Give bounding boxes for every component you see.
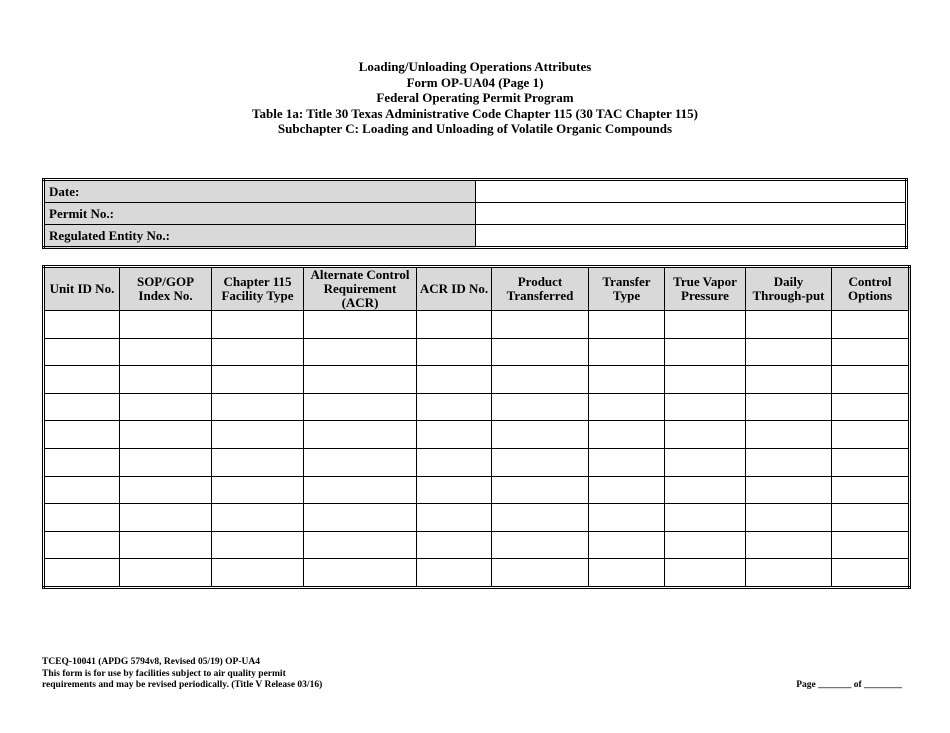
table-cell[interactable] — [589, 311, 665, 339]
table-cell[interactable] — [665, 559, 746, 588]
table-cell[interactable] — [665, 393, 746, 421]
table-cell[interactable] — [832, 448, 910, 476]
table-cell[interactable] — [44, 338, 120, 366]
table-cell[interactable] — [492, 531, 589, 559]
table-cell[interactable] — [304, 338, 417, 366]
table-cell[interactable] — [589, 421, 665, 449]
table-cell[interactable] — [417, 338, 492, 366]
permit-info-table — [42, 178, 908, 249]
column-header-line: SOP/GOP — [136, 274, 195, 289]
table-cell[interactable] — [832, 421, 910, 449]
table-cell[interactable] — [492, 421, 589, 449]
column-header — [120, 267, 212, 311]
column-header — [212, 267, 304, 311]
table-cell[interactable] — [832, 311, 910, 339]
table-cell[interactable] — [417, 559, 492, 588]
table-cell[interactable] — [665, 448, 746, 476]
permit-no-field[interactable] — [476, 203, 907, 225]
table-cell[interactable] — [492, 366, 589, 394]
table-cell[interactable] — [589, 448, 665, 476]
column-header-line: Product — [517, 274, 563, 289]
table-cell[interactable] — [417, 421, 492, 449]
permit-no-label: Permit No.: — [44, 203, 476, 225]
column-header — [304, 267, 417, 311]
column-header-line: Index No. — [138, 288, 193, 303]
table-cell[interactable] — [304, 393, 417, 421]
table-cell[interactable] — [832, 504, 910, 532]
table-cell[interactable] — [44, 448, 120, 476]
table-cell[interactable] — [304, 559, 417, 588]
table-row — [44, 504, 910, 532]
table-row — [44, 559, 910, 588]
table-cell[interactable] — [212, 393, 304, 421]
regulated-entity-field[interactable] — [476, 225, 907, 248]
form-footer — [42, 657, 322, 692]
column-header — [665, 267, 746, 311]
column-header-line: Requirement (ACR) — [323, 281, 397, 310]
table-row — [44, 338, 910, 366]
table-cell[interactable] — [746, 476, 832, 504]
table-cell[interactable] — [589, 338, 665, 366]
table-cell[interactable] — [417, 476, 492, 504]
table-body — [44, 311, 910, 588]
table-cell[interactable] — [589, 393, 665, 421]
table-cell[interactable] — [417, 311, 492, 339]
table-cell[interactable] — [492, 559, 589, 588]
column-header-line: Control — [848, 274, 892, 289]
table-cell[interactable] — [120, 311, 212, 339]
table-cell[interactable] — [417, 393, 492, 421]
table-cell[interactable] — [120, 421, 212, 449]
table-cell[interactable] — [492, 393, 589, 421]
table-cell[interactable] — [746, 448, 832, 476]
table-cell[interactable] — [832, 393, 910, 421]
column-header-line: True Vapor — [673, 274, 737, 289]
table-cell[interactable] — [44, 393, 120, 421]
table-row — [44, 421, 910, 449]
program-name: Federal Operating Permit Program — [376, 90, 574, 105]
table-cell[interactable] — [44, 531, 120, 559]
table-cell[interactable] — [417, 504, 492, 532]
column-header-line: Facility Type — [221, 288, 294, 303]
table-cell[interactable] — [746, 311, 832, 339]
table-row — [44, 448, 910, 476]
column-header — [492, 267, 589, 311]
column-header — [832, 267, 910, 311]
table-cell[interactable] — [44, 311, 120, 339]
table-row — [44, 531, 910, 559]
date-field[interactable] — [476, 180, 907, 203]
table-cell[interactable] — [304, 504, 417, 532]
table-row — [44, 476, 910, 504]
table-cell[interactable] — [746, 531, 832, 559]
table-cell[interactable] — [120, 366, 212, 394]
table-cell[interactable] — [120, 504, 212, 532]
table-cell[interactable] — [746, 338, 832, 366]
table-cell[interactable] — [417, 366, 492, 394]
table-cell[interactable] — [44, 504, 120, 532]
table-cell[interactable] — [212, 559, 304, 588]
table-cell[interactable] — [589, 504, 665, 532]
loading-unloading-table — [42, 265, 911, 589]
table-cell[interactable] — [746, 393, 832, 421]
table-cell[interactable] — [120, 476, 212, 504]
table-cell[interactable] — [212, 338, 304, 366]
table-cell[interactable] — [304, 421, 417, 449]
table-cell[interactable] — [665, 311, 746, 339]
column-header — [44, 267, 120, 311]
column-header — [746, 267, 832, 311]
table-cell[interactable] — [212, 311, 304, 339]
column-header-line: Transfer — [602, 274, 651, 289]
table-cell[interactable] — [832, 338, 910, 366]
column-header-line: Through-put — [752, 288, 825, 303]
table-cell[interactable] — [304, 448, 417, 476]
table-cell[interactable] — [492, 448, 589, 476]
date-label: Date: — [44, 180, 476, 203]
table-cell[interactable] — [746, 421, 832, 449]
column-header — [417, 267, 492, 311]
page-number-field: Page _______ of ________ — [796, 680, 902, 690]
table-cell[interactable] — [417, 531, 492, 559]
table-cell[interactable] — [304, 476, 417, 504]
table-cell[interactable] — [665, 476, 746, 504]
column-header-line: Alternate Control — [310, 267, 410, 282]
date-row — [44, 180, 907, 203]
column-header — [589, 267, 665, 311]
table-cell[interactable] — [492, 476, 589, 504]
column-header-line: Type — [612, 288, 641, 303]
table-cell[interactable] — [120, 393, 212, 421]
table-cell[interactable] — [212, 421, 304, 449]
table-cell[interactable] — [832, 559, 910, 588]
table-cell[interactable] — [832, 476, 910, 504]
column-header-line: Daily — [773, 274, 804, 289]
table-cell[interactable] — [44, 476, 120, 504]
table-cell[interactable] — [589, 559, 665, 588]
table-cell[interactable] — [212, 476, 304, 504]
form-id: TCEQ-10041 (APDG 5794v8, Revised 05/19) OP-UA4 — [42, 657, 260, 667]
table-cell[interactable] — [120, 559, 212, 588]
table-cell[interactable] — [746, 559, 832, 588]
table-cell[interactable] — [589, 366, 665, 394]
table-cell[interactable] — [304, 366, 417, 394]
table-cell[interactable] — [665, 421, 746, 449]
table-cell[interactable] — [212, 448, 304, 476]
table-cell[interactable] — [212, 504, 304, 532]
table-cell[interactable] — [665, 338, 746, 366]
regulated-entity-label: Regulated Entity No.: — [44, 225, 476, 248]
table-cell[interactable] — [746, 366, 832, 394]
table-cell[interactable] — [120, 338, 212, 366]
column-header-line: Pressure — [681, 288, 729, 303]
column-header-line: ACR ID No. — [419, 281, 489, 296]
table-cell[interactable] — [492, 338, 589, 366]
form-title-block — [0, 59, 950, 137]
table-cell[interactable] — [120, 448, 212, 476]
table-cell[interactable] — [44, 366, 120, 394]
form-title: Loading/Unloading Operations Attributes — [358, 59, 592, 74]
table-row — [44, 393, 910, 421]
column-header-row — [44, 267, 910, 311]
table-cell[interactable] — [44, 421, 120, 449]
table-cell[interactable] — [665, 366, 746, 394]
table-row — [44, 311, 910, 339]
table-cell[interactable] — [589, 476, 665, 504]
permit-no-row — [44, 203, 907, 225]
column-header-line: Chapter 115 — [223, 274, 292, 289]
table-cell[interactable] — [120, 531, 212, 559]
table-cell[interactable] — [212, 531, 304, 559]
footer-note-line-1: This form is for use by facilities subject to air quality permit — [42, 668, 286, 679]
table-cell[interactable] — [746, 504, 832, 532]
column-header-line: Unit ID No. — [49, 281, 115, 296]
table-cell[interactable] — [492, 504, 589, 532]
table-cell[interactable] — [417, 448, 492, 476]
form-number: Form OP-UA04 (Page 1) — [406, 74, 544, 90]
subchapter-title: Subchapter C: Loading and Unloading of Volatile Organic Compounds — [277, 121, 673, 136]
table-row — [44, 366, 910, 394]
table-cell[interactable] — [832, 531, 910, 559]
table-cell[interactable] — [665, 504, 746, 532]
table-cell[interactable] — [212, 366, 304, 394]
table-cell[interactable] — [304, 531, 417, 559]
regulated-entity-row — [44, 225, 907, 248]
table-cell[interactable] — [832, 366, 910, 394]
column-header-line: Options — [847, 288, 893, 303]
table-cell[interactable] — [44, 559, 120, 588]
footer-note-line-2: requirements and may be revised periodically. (Title V Release 03/16) — [42, 680, 323, 690]
table-cell[interactable] — [304, 311, 417, 339]
table-cell[interactable] — [665, 531, 746, 559]
table-cell[interactable] — [589, 531, 665, 559]
column-header-line: Transferred — [506, 288, 574, 303]
table-title: Table 1a: Title 30 Texas Administrative Code Chapter 115 (30 TAC Chapter 115) — [252, 105, 698, 121]
table-cell[interactable] — [492, 311, 589, 339]
